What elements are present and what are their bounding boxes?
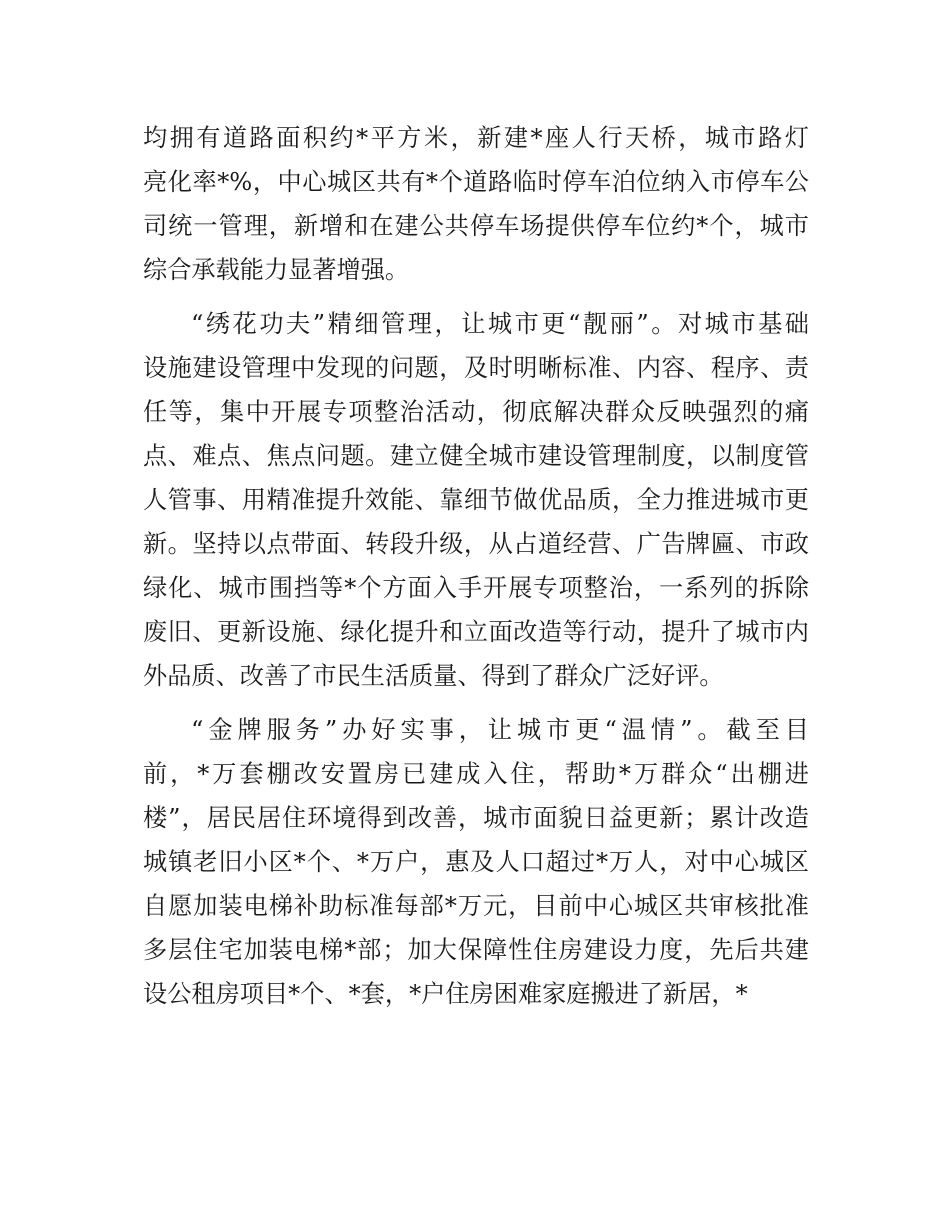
text-line: 任等，集中开展专项整治活动，彻底解决群众反映强烈的痛 xyxy=(143,398,809,426)
text-line: 亮化率*%，中心城区共有*个道路临时停车泊位纳入市停车公 xyxy=(143,168,809,196)
text-line: 多层住宅加装电梯*部；加大保障性住房建设力度，先后共建 xyxy=(143,936,809,964)
text-line: “金牌服务”办好实事，让城市更“温情”。截至目 xyxy=(191,716,809,744)
text-line: 司统一管理，新增和在建公共停车场提供停车位约*个，城市 xyxy=(143,212,809,240)
paragraph-gap xyxy=(143,698,809,708)
text-line: 点、难点、焦点问题。建立健全城市建设管理制度，以制度管 xyxy=(143,442,809,470)
text-line: 废旧、更新设施、绿化提升和立面改造等行动，提升了城市内 xyxy=(143,618,809,646)
paragraph-3 xyxy=(143,708,809,1016)
text-line: 外品质、改善了市民生活质量、得到了群众广泛好评。 xyxy=(143,662,724,690)
text-line: 均拥有道路面积约*平方米，新建*座人行天桥，城市路灯 xyxy=(143,124,809,152)
text-line: 设公租房项目*个、*套，*户住房困难家庭搬进了新居，* xyxy=(143,980,748,1008)
paragraph-2 xyxy=(143,302,809,698)
text-line: 绿化、城市围挡等*个方面入手开展专项整治，一系列的拆除 xyxy=(143,574,809,602)
paragraph-gap xyxy=(143,292,809,302)
text-line: 设施建设管理中发现的问题，及时明晰标准、内容、程序、责 xyxy=(143,354,809,382)
document-body xyxy=(143,116,809,1016)
text-line: 楼”，居民居住环境得到改善，城市面貌日益更新；累计改造 xyxy=(143,804,809,832)
text-line: 前，*万套棚改安置房已建成入住，帮助*万群众“出棚进 xyxy=(143,760,809,788)
text-line: 人管事、用精准提升效能、靠细节做优品质，全力推进城市更 xyxy=(143,486,809,514)
text-line: 综合承载能力显著增强。 xyxy=(143,256,410,284)
text-line: 自愿加装电梯补助标准每部*万元，目前中心城区共审核批准 xyxy=(143,892,809,920)
paragraph-1 xyxy=(143,116,809,292)
text-line: 新。坚持以点带面、转段升级，从占道经营、广告牌匾、市政 xyxy=(143,530,809,558)
text-line: “绣花功夫”精细管理，让城市更“靓丽”。对城市基础 xyxy=(191,310,809,338)
text-line: 城镇老旧小区*个、*万户，惠及人口超过*万人，对中心城区 xyxy=(143,848,809,876)
